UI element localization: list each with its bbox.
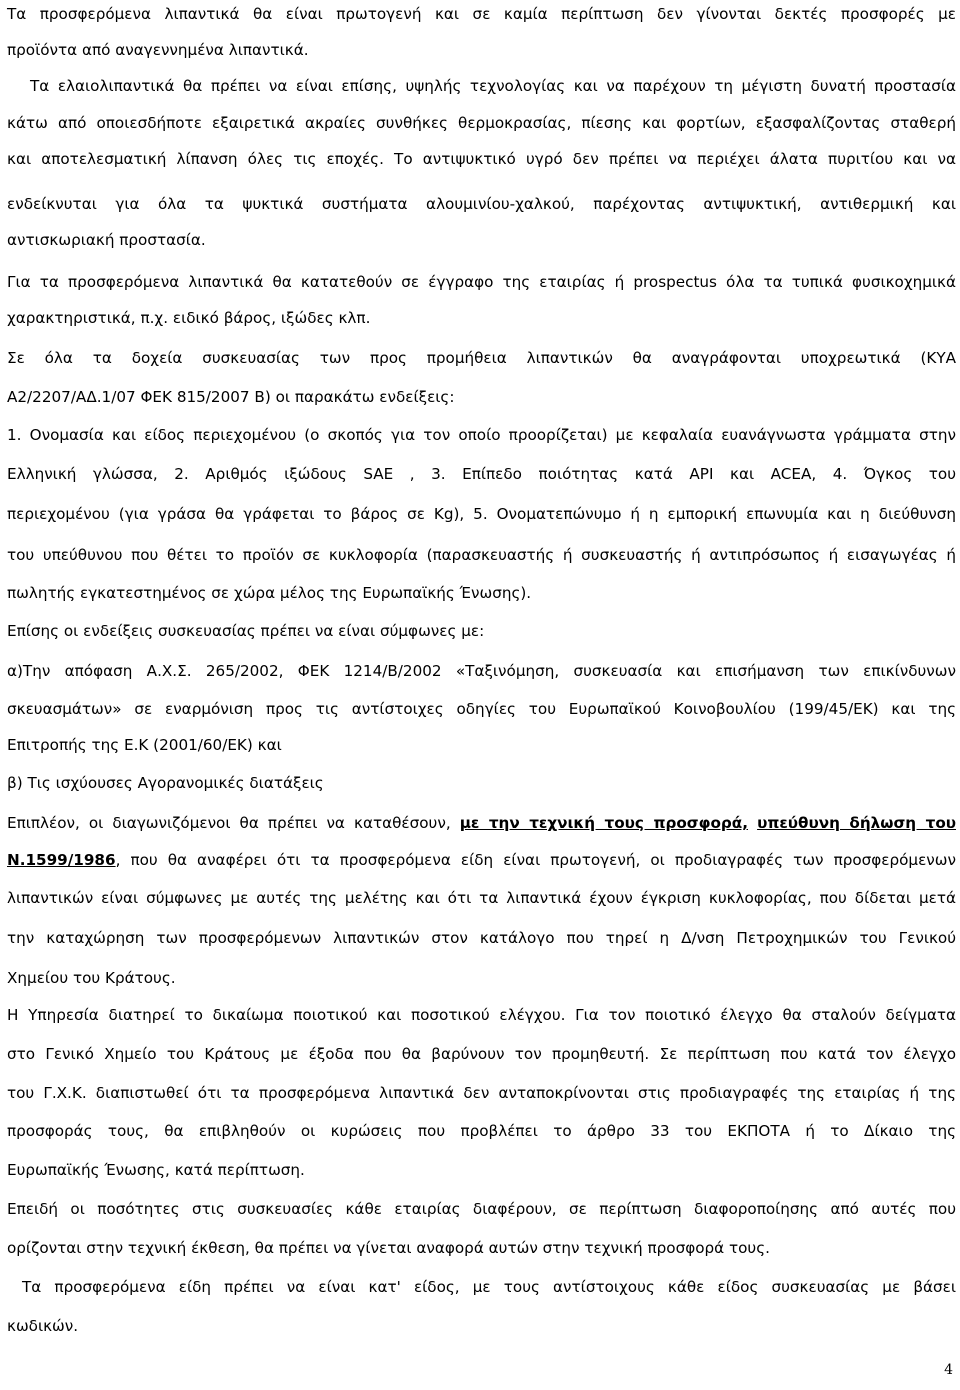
text-line: του Γ.Χ.Κ. διαπιστωθεί ότι τα προσφερόμενα λιπαντικά δεν ανταποκρίνονται στις προδιαγραφές της εταιρίας ή της <box>7 1084 956 1102</box>
text-line: Σε όλα τα δοχεία συσκευασίας των προς προμήθεια λιπαντικών θα αναγράφονται υποχρεωτικά (ΚΥΑ <box>7 349 956 367</box>
text-line: Επίσης οι ενδείξεις συσκευασίας πρέπει να είναι σύμφωνες με: <box>7 622 485 640</box>
text-line <box>7 805 956 841</box>
text-line: Για τα προσφερόμενα λιπαντικά θα κατατεθούν σε έγγραφο της εταιρίας ή prospectus όλα τα τυπικά φυσικοχημικά <box>7 273 956 291</box>
text-line: κωδικών. <box>7 1317 79 1335</box>
underlined-bold-text: υπεύθυνη δήλωση του <box>757 814 957 832</box>
text-line: χαρακτηριστικά, π.χ. ειδικό βάρος, ιξώδες κλπ. <box>7 309 371 327</box>
text-line: Τα προσφερόμενα είδη πρέπει να είναι κατ' είδος, με τους αντίστοιχους κάθε είδος συσκευασίας με βάσει <box>22 1278 956 1296</box>
text-line: λιπαντικών είναι σύμφωνες με αυτές της μελέτης και ότι τα λιπαντικά έχουν έγκριση κυκλοφορίας, που δίδεται μετά <box>7 889 956 907</box>
text-run: , που θα αναφέρει ότι τα προσφερόμενα είδη είναι πρωτογενή, οι προδιαγραφές των προσφερόμενων <box>115 851 956 869</box>
text-line: α)Την απόφαση Α.Χ.Σ. 265/2002, ΦΕΚ 1214/Β/2002 «Ταξινόμηση, συσκευασία και επισήμανση των επικίνδυνων <box>7 662 956 680</box>
text-line: αντισκωριακή προστασία. <box>7 231 206 249</box>
text-line: Η Υπηρεσία διατηρεί το δικαίωμα ποιοτικού και ποσοτικού ελέγχου. Για τον ποιοτικό έλεγχο θα σταλούν δείγματα <box>7 1006 956 1024</box>
text-line: προσφοράς τους, θα επιβληθούν οι κυρώσεις που προβλέπει το άρθρο 33 του ΕΚΠΟΤΑ ή το Δίκαιο της <box>7 1122 956 1140</box>
text-line: Α2/2207/ΑΔ.1/07 ΦΕΚ 815/2007 Β) οι παρακάτω ενδείξεις: <box>7 388 455 406</box>
text-line: Επειδή οι ποσότητες στις συσκευασίες κάθε εταιρίας διαφέρουν, σε περίπτωση διαφοροποίησης από αυτές που <box>7 1200 956 1218</box>
text-line: την καταχώρηση των προσφερόμενων λιπαντικών στον κατάλογο που τηρεί η Δ/νση Πετροχημικών του Γενικού <box>7 929 956 947</box>
underlined-bold-text: Ν.1599/1986 <box>7 851 116 869</box>
text-line: και αποτελεσματική λίπανση όλες τις εποχές. Το αντιψυκτικό υγρό δεν πρέπει να περιέχει άλατα πυριτίου και να <box>7 150 956 168</box>
text-line: ενδείκνυται για όλα τα ψυκτικά συστήματα αλουμινίου-χαλκού, παρέχοντας αντιψυκτική, αντιθερμική και <box>7 195 956 213</box>
text-line: Τα προσφερόμενα λιπαντικά θα είναι πρωτογενή και σε καμία περίπτωση δεν γίνονται δεκτές προσφορές με <box>7 5 956 23</box>
text-line: β) Τις ισχύουσες Αγορανομικές διατάξεις <box>7 774 324 792</box>
text-line: Επιτροπής της Ε.Κ (2001/60/ΕΚ) και <box>7 736 282 754</box>
page-number: 4 <box>944 1362 953 1378</box>
text-line: Χημείου του Κράτους. <box>7 969 176 987</box>
text-line: σκευασμάτων» σε εναρμόνιση προς τις αντίστοιχες οδηγίες του Ευρωπαϊκού Κοινοβουλίου (199/45/ΕΚ) και της <box>7 700 956 718</box>
text-line: Ελληνική γλώσσα, 2. Αριθμός ιξώδους SAE , 3. Επίπεδο ποιότητας κατά API και ACEA, 4. Όγκος του <box>7 465 956 483</box>
text-line: κάτω από οποιεσδήποτε εξαιρετικά ακραίες συνθήκες θερμοκρασίας, πίεσης και φορτίων, εξασφαλίζοντας σταθερή <box>7 114 956 132</box>
text-run <box>748 814 757 832</box>
text-run: Επιπλέον, οι διαγωνιζόμενοι θα πρέπει να καταθέσουν, <box>7 814 460 832</box>
text-line: στο Γενικό Χημείο του Κράτους με έξοδα που θα βαρύνουν τον προμηθευτή. Σε περίπτωση που κατά τον έλεγχο <box>7 1045 956 1063</box>
text-line: του υπεύθυνου που θέτει το προϊόν σε κυκλοφορία (παρασκευαστής ή συσκευαστής ή αντιπρόσωπος ή εισαγωγέας ή <box>7 546 956 564</box>
text-line: προϊόντα από αναγεννημένα λιπαντικά. <box>7 41 309 59</box>
text-line: περιεχομένου (για γράσα θα γράφεται το βάρος σε Kg), 5. Ονοματεπώνυμο ή η εμπορική επωνυμία και η διεύθυνση <box>7 505 956 523</box>
text-line <box>7 842 956 878</box>
text-line: Ευρωπαϊκής Ένωσης, κατά περίπτωση. <box>7 1161 305 1179</box>
text-line: 1. Ονομασία και είδος περιεχομένου (ο σκοπός για τον οποίο προορίζεται) με κεφαλαία ευανάγνωστα γράμματα στην <box>7 426 956 444</box>
text-line: Τα ελαιολιπαντικά θα πρέπει να είναι επίσης, υψηλής τεχνολογίας και να παρέχουν τη μέγιστη δυνατή προστασία <box>30 77 956 95</box>
underlined-bold-text: με την τεχνική τους προσφορά, <box>459 814 748 832</box>
text-line: πωλητής εγκατεστημένος σε χώρα μέλος της Ευρωπαϊκής Ένωσης). <box>7 584 532 602</box>
text-line: ορίζονται στην τεχνική έκθεση, θα πρέπει να γίνεται αναφορά αυτών στην τεχνική προσφορά τους. <box>7 1239 770 1257</box>
